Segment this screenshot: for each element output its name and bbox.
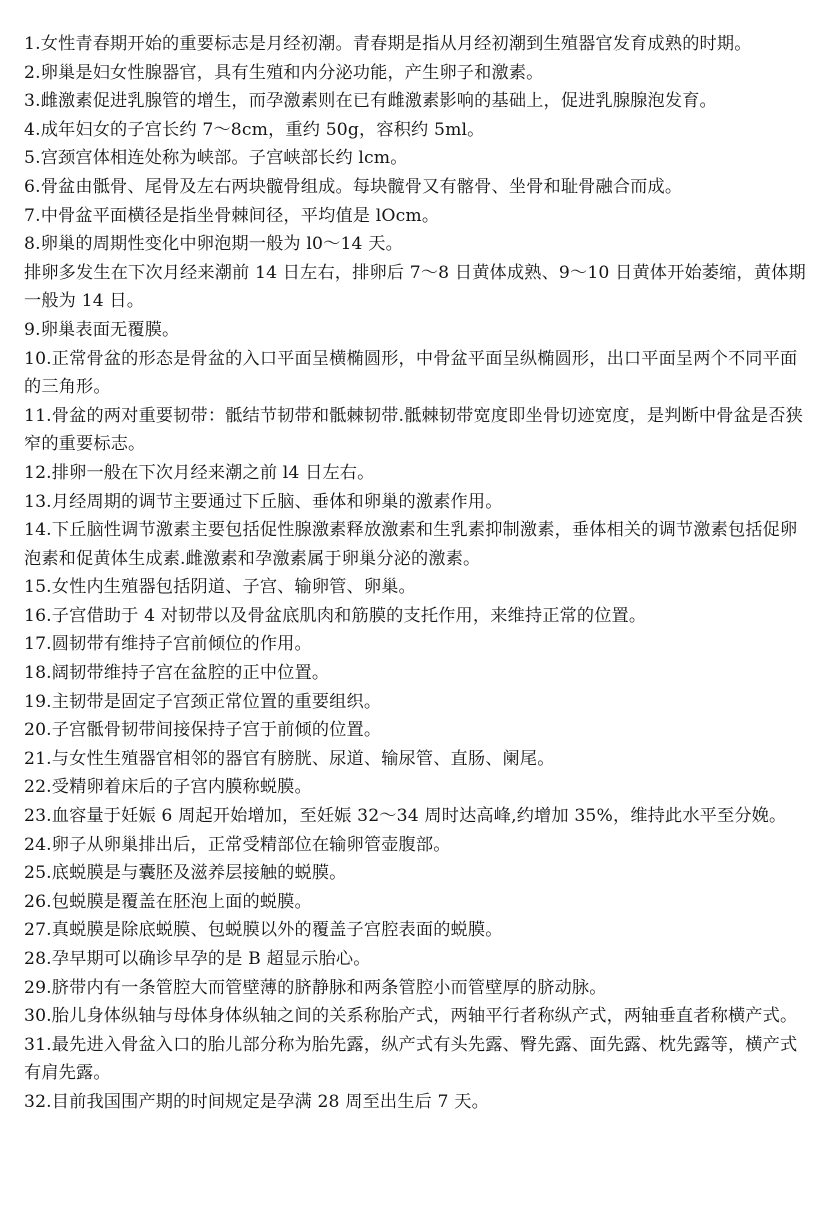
note-item-21: 21.与女性生殖器官相邻的器官有膀胱、尿道、输尿管、直肠、阑尾。 — [24, 748, 555, 769]
note-item-26: 26.包蜕膜是覆盖在胚泡上面的蜕膜。 — [24, 891, 312, 912]
note-item-22: 22.受精卵着床后的子宫内膜称蜕膜。 — [24, 777, 312, 798]
note-item-12: 12.排卵一般在下次月经来潮之前 l4 日左右。 — [24, 462, 375, 483]
note-item-28: 28.孕早期可以确诊早孕的是 B 超显示胎心。 — [24, 949, 371, 969]
note-item-17: 17.圆韧带有维持子宫前倾位的作用。 — [24, 634, 312, 655]
note-item-10: 10.正常骨盆的形态是骨盆的入口平面呈横椭圆形，中骨盆平面呈纵椭圆形，出口平面呈两个不同平面的三角形。 — [24, 348, 798, 398]
note-item-30: 30.胎儿身体纵轴与母体身体纵轴之间的关系称胎产式，两轴平行者称纵产式，两轴垂直者称横产式。 — [24, 1006, 798, 1027]
note-item-15: 15.女性内生殖器包括阴道、子宫、输卵管、卵巢。 — [24, 577, 416, 598]
note-item-9: 9.卵巢表面无覆膜。 — [24, 319, 180, 340]
note-item-32: 32.目前我国围产期的时间规定是孕满 28 周至出生后 7 天。 — [24, 1091, 489, 1112]
note-item-29: 29.脐带内有一条管腔大而管壁薄的脐静脉和两条管腔小而管壁厚的脐动脉。 — [24, 977, 607, 998]
note-item-27: 27.真蜕膜是除底蜕膜、包蜕膜以外的覆盖子宫腔表面的蜕膜。 — [24, 920, 503, 941]
note-item-5: 5.宫颈宫体相连处称为峡部。子宫峡部长约 lcm。 — [24, 148, 408, 169]
note-item-16: 16.子宫借助于 4 对韧带以及骨盆底肌肉和筋膜的支托作用，来维持正常的位置。 — [24, 605, 647, 626]
note-item-8-continued: 排卵多发生在下次月经来潮前 14 日左右，排卵后 7～8 日黄体成熟、9～10 日黄体开始萎缩，黄体期一般为 14 日。 — [24, 262, 806, 312]
note-item-14: 14.下丘脑性调节激素主要包括促性腺激素释放激素和生乳素抑制激素，垂体相关的调节激素包括促卵泡素和促黄体生成素.雌激素和孕激素属于卵巢分泌的激素。 — [24, 520, 798, 569]
note-item-8: 8.卵巢的周期性变化中卵泡期一般为 l0～14 天。 — [24, 234, 403, 255]
note-item-18: 18.阔韧带维持子宫在盆腔的正中位置。 — [24, 663, 330, 684]
note-item-6: 6.骨盆由骶骨、尾骨及左右两块髋骨组成。每块髋骨又有髂骨、坐骨和耻骨融合而成。 — [24, 176, 683, 197]
note-item-3: 3.雌激素促进乳腺管的增生，而孕激素则在已有雌激素影响的基础上，促进乳腺腺泡发育。 — [24, 91, 717, 112]
note-item-23: 23.血容量于妊娠 6 周起开始增加，至妊娠 32～34 周时达高峰,约增加 35%，维持此水平至分娩。 — [24, 806, 787, 827]
note-item-1: 1.女性青春期开始的重要标志是月经初潮。青春期是指从月经初潮到生殖器官发育成熟的时期。 — [24, 34, 752, 54]
note-item-19: 19.主韧带是固定子宫颈正常位置的重要组织。 — [24, 691, 382, 712]
note-item-4: 4.成年妇女的子宫长约 7～8cm，重约 50g，容积约 5ml。 — [24, 119, 485, 140]
note-item-7: 7.中骨盆平面横径是指坐骨棘间径，平均值是 lOcm。 — [24, 205, 440, 226]
note-item-25: 25.底蜕膜是与囊胚及滋养层接触的蜕膜。 — [24, 863, 347, 884]
document-body — [24, 30, 809, 1117]
note-item-31: 31.最先进入骨盆入口的胎儿部分称为胎先露，纵产式有头先露、臀先露、面先露、枕先露等，横产式有肩先露。 — [24, 1034, 798, 1084]
note-item-2: 2.卵巢是妇女性腺器官，具有生殖和内分泌功能，产生卵子和激素。 — [24, 62, 544, 83]
note-item-13: 13.月经周期的调节主要通过下丘脑、垂体和卵巢的激素作用。 — [24, 491, 503, 512]
note-item-24: 24.卵子从卵巢排出后，正常受精部位在输卵管壶腹部。 — [24, 834, 451, 855]
note-item-20: 20.子宫骶骨韧带间接保持子宫于前倾的位置。 — [24, 720, 382, 741]
note-item-11: 11.骨盆的两对重要韧带：骶结节韧带和骶棘韧带.骶棘韧带宽度即坐骨切迹宽度，是判断中骨盆是否狭窄的重要标志。 — [24, 405, 803, 455]
